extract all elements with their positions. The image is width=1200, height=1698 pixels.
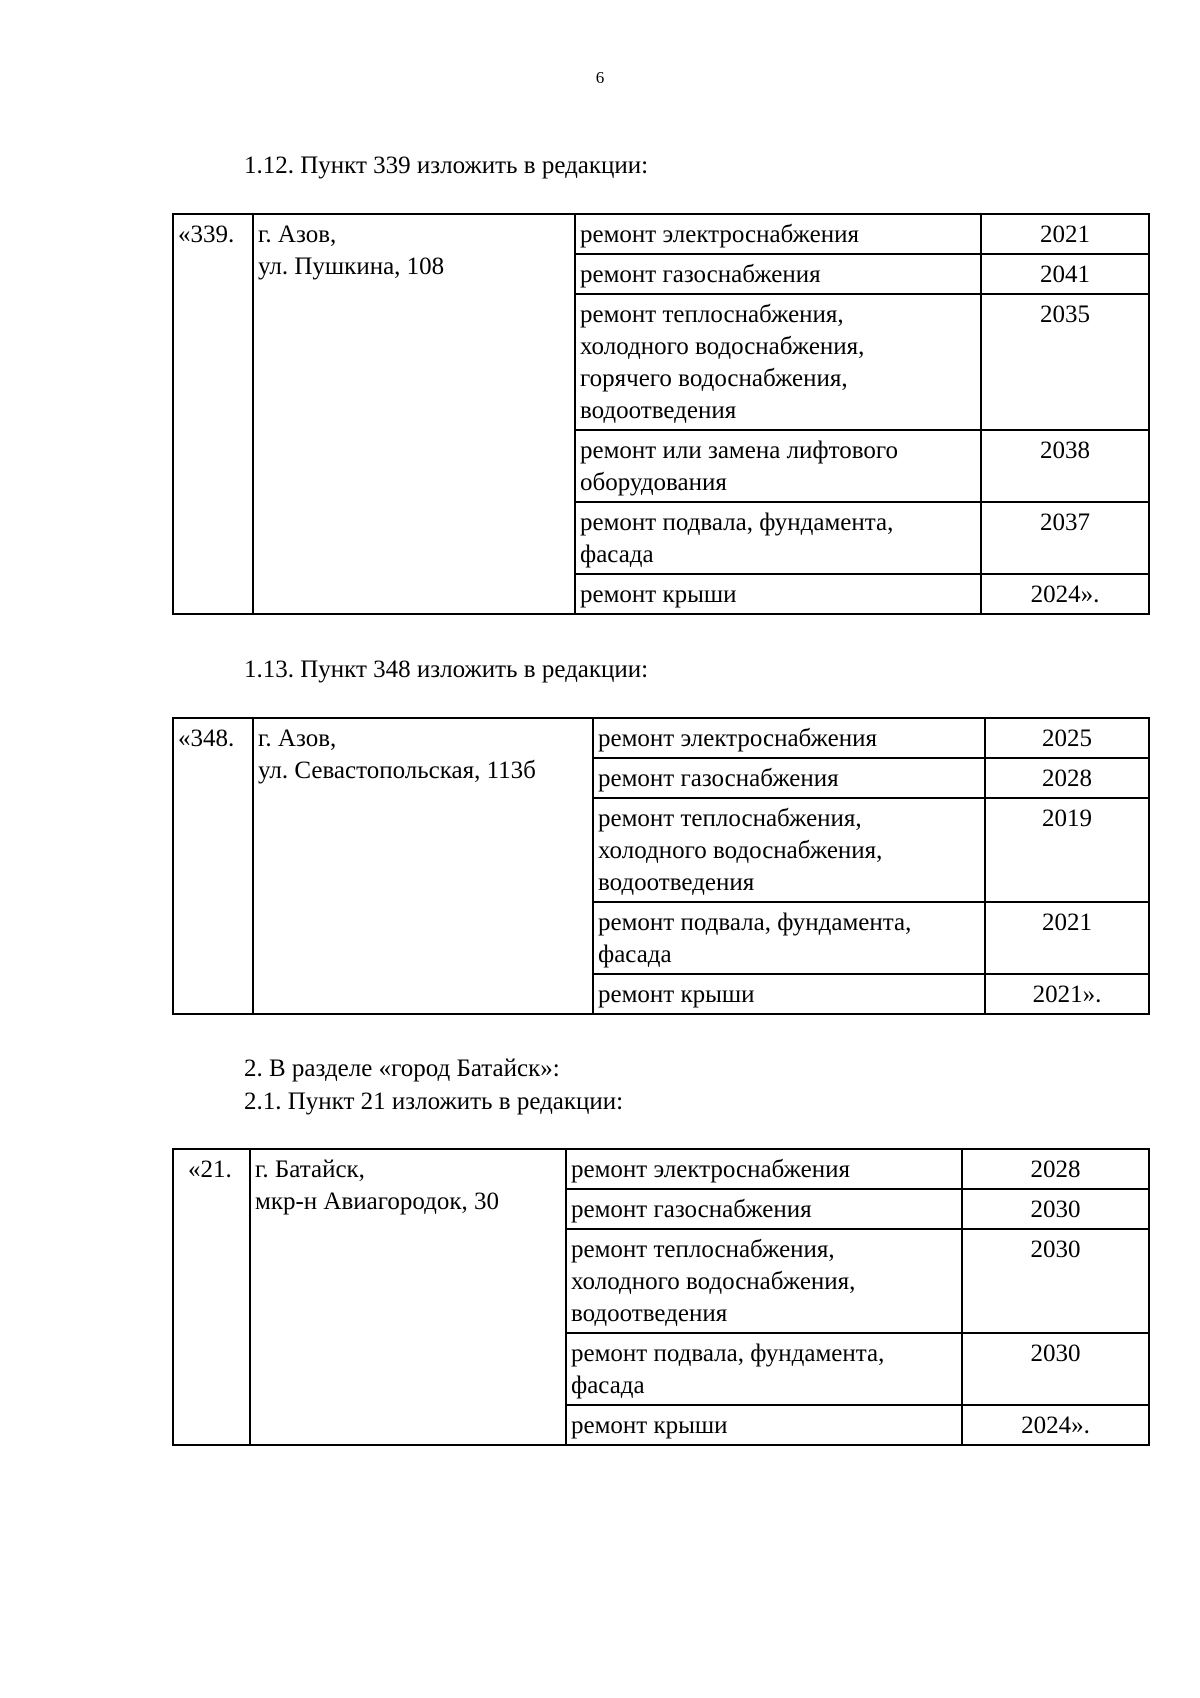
work-type [566, 1405, 962, 1445]
work-line: водоотведения [598, 869, 755, 896]
work-line: ремонт газоснабжения [598, 765, 839, 792]
heading-2: 2. В разделе «город Батайск»: [244, 1055, 560, 1082]
work-line: ремонт электроснабжения [598, 725, 877, 752]
work-line: ремонт электроснабжения [580, 221, 859, 248]
work-line: ремонт теплоснабжения, [598, 805, 862, 832]
work-year: 2021». [985, 974, 1149, 1014]
work-year: 2038 [981, 430, 1149, 502]
work-year: 2030 [962, 1333, 1149, 1405]
work-type [575, 294, 981, 430]
page-number: 6 [595, 68, 605, 87]
table-row [173, 214, 1149, 254]
work-line: холодного водоснабжения, [580, 333, 865, 360]
table-item-21 [172, 1148, 1150, 1446]
work-line: ремонт теплоснабжения, [580, 301, 844, 328]
item-number: «339. [173, 214, 253, 614]
work-year: 2024». [962, 1405, 1149, 1445]
work-year: 2035 [981, 294, 1149, 430]
work-year: 2028 [985, 758, 1149, 798]
address-line: г. Азов, [258, 221, 337, 248]
work-year: 2024». [981, 574, 1149, 614]
work-line: фасада [571, 1372, 645, 1399]
address-line: ул. Пушкина, 108 [258, 253, 445, 280]
work-type [575, 214, 981, 254]
work-line: ремонт подвала, фундамента, [571, 1340, 885, 1367]
work-line: водоотведения [571, 1300, 728, 1327]
work-line: ремонт крыши [598, 981, 755, 1008]
work-type [575, 254, 981, 294]
address-line: ул. Севастопольская, 113б [258, 757, 536, 784]
work-line: ремонт теплоснабжения, [571, 1236, 835, 1263]
table-row [173, 718, 1149, 758]
work-year: 2021 [985, 902, 1149, 974]
work-type [593, 758, 985, 798]
heading-2-1: 2.1. Пункт 21 изложить в редакции: [244, 1088, 624, 1115]
work-line: ремонт газоснабжения [571, 1196, 812, 1223]
item-address [250, 1149, 566, 1445]
work-line: горячего водоснабжения, [580, 365, 848, 392]
work-line: ремонт газоснабжения [580, 261, 821, 288]
work-year: 2028 [962, 1149, 1149, 1189]
work-line: холодного водоснабжения, [598, 837, 883, 864]
work-year: 2025 [985, 718, 1149, 758]
address-line: г. Азов, [258, 725, 337, 752]
work-year: 2030 [962, 1189, 1149, 1229]
work-type [575, 574, 981, 614]
work-type [593, 798, 985, 902]
item-number: «348. [173, 718, 253, 1014]
work-line: ремонт крыши [580, 581, 737, 608]
work-year: 2030 [962, 1229, 1149, 1333]
work-line: ремонт электроснабжения [571, 1156, 850, 1183]
item-address [253, 214, 575, 614]
work-type [593, 902, 985, 974]
work-year: 2037 [981, 502, 1149, 574]
address-line: г. Батайск, [255, 1156, 365, 1183]
work-year: 2019 [985, 798, 1149, 902]
heading-1-12: 1.12. Пункт 339 изложить в редакции: [244, 152, 649, 179]
work-type [566, 1229, 962, 1333]
item-address [253, 718, 593, 1014]
table-item-348 [172, 717, 1150, 1015]
work-year: 2021 [981, 214, 1149, 254]
item-number: «21. [173, 1149, 250, 1445]
work-type [566, 1149, 962, 1189]
work-line: ремонт или замена лифтового [580, 437, 898, 464]
work-type [566, 1333, 962, 1405]
work-type [575, 430, 981, 502]
work-type [566, 1189, 962, 1229]
work-type [593, 718, 985, 758]
work-line: водоотведения [580, 397, 737, 424]
table-row [173, 1149, 1149, 1189]
work-line: оборудования [580, 469, 727, 496]
work-line: ремонт подвала, фундамента, [580, 509, 894, 536]
work-type [593, 974, 985, 1014]
address-line: мкр-н Авиагородок, 30 [255, 1188, 500, 1215]
work-line: ремонт подвала, фундамента, [598, 909, 912, 936]
work-year: 2041 [981, 254, 1149, 294]
work-line: фасада [580, 541, 654, 568]
work-type [575, 502, 981, 574]
work-line: фасада [598, 941, 672, 968]
heading-1-13: 1.13. Пункт 348 изложить в редакции: [244, 656, 649, 683]
table-item-339 [172, 213, 1150, 615]
work-line: ремонт крыши [571, 1412, 728, 1439]
work-line: холодного водоснабжения, [571, 1268, 856, 1295]
